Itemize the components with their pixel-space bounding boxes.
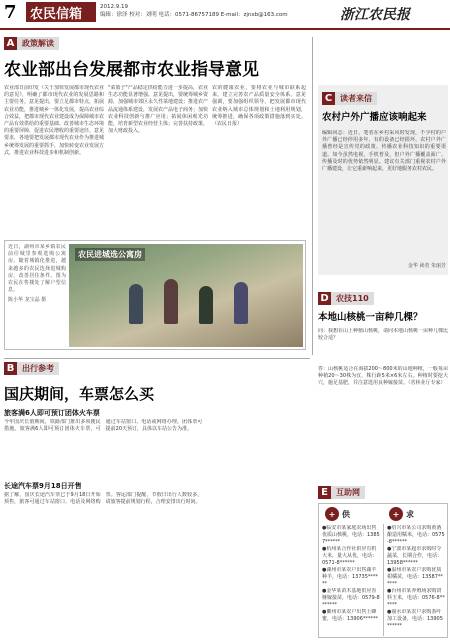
person-figure: [129, 284, 143, 324]
section-e-tag: [318, 486, 365, 499]
photo-block: [4, 240, 306, 350]
news-photo: [69, 244, 303, 347]
section-b-subhead-2: 长途汽车票9月18日开售: [4, 482, 82, 490]
section-b-subhead-1: 旅客满6人即可预订团体火车票: [4, 409, 100, 417]
section-label: 读者来信: [335, 92, 377, 105]
section-a-col3: 农的健康农业，要将农业与城市联系起来，建立完善农产品质量安全体系。意见强调，要加强组织领导，把发展都市现代农业纳入城市总体规划和土地利用规划，统筹推进，确保各项政策措施落到实处。（农民日报）: [212, 85, 306, 128]
section-letter: D: [318, 292, 331, 305]
section-b-body-2: 据了解，国庆长途汽车票已于9月18日开始预售，旅客可通过车站窗口、电话及网络购票。客运部门提醒，节假日出行人数较多，请旅客提前规划行程，合理安排出行时间。: [4, 492, 203, 506]
newspaper-logo: 浙江农民报: [340, 7, 410, 23]
supply-label: 供: [342, 509, 350, 519]
section-a-headline: 农业部出台发展都市农业指导意见: [4, 60, 259, 80]
section-c-tag: [322, 92, 377, 105]
page-number: 7: [4, 2, 17, 23]
person-figure: [164, 279, 178, 324]
section-c-headline: 农村户外广播应该响起来: [322, 112, 427, 123]
section-label: 政策解读: [17, 37, 59, 50]
section-letter: A: [4, 37, 17, 50]
list-item: ●衢州市某农户出售土蜂蜜，电话：13906******: [322, 609, 378, 622]
section-rule: [4, 358, 310, 359]
section-d-tag: [318, 292, 374, 305]
list-item: ●湖州市某农户出售湖羊种羊，电话：13735******: [322, 567, 378, 587]
header-date: 2012.9.19: [100, 4, 128, 10]
list-item: ●宁波市某超市求购时令蔬菜，长期合作，电话：13958******: [387, 546, 443, 566]
list-item: ●临安市某家庭农场出售优质山核桃，电话：13857******: [322, 525, 380, 545]
list-item: ●丽水市某农户求购茶叶加工设备，电话：13905******: [387, 609, 443, 629]
page-header: [0, 0, 450, 30]
section-letter: E: [318, 486, 331, 499]
section-b-body-1: 今年国庆长假期间，铁路部门推出多项便民措施。旅客满6人即可预订团体火车票，可通过车站窗口、电话或网络办理。团体票可提前20天预订，具体以车站公告为准。: [4, 419, 203, 433]
section-a-col1: 农业部日前印发《关于加快发展都市现代农业的意见》，明确了都市现代农业的发展思路和主要任务。意见提出，要立足都市特点，拓展农业功能，推进城乡一体化发展，提高农业综合效益，把都市现代农业建设成为保障城市农产品有效供给的重要基础、改善城市生态环境的重要屏障、促进农民增收的重要途径。意见要求，各地要把发展都市现代农业作为推进城乡统筹发展的重要抓手，加快转变农业发展方式，推进农业科技进步和机制创新。: [4, 85, 104, 156]
list-item: ●温州市某农户求购优质柑橘苗，电话：13587******: [387, 567, 443, 587]
list-item: ●绍兴市某公司求购黄酒酿造用糯米，电话：0575-8******: [387, 525, 445, 545]
person-figure: [234, 282, 248, 324]
header-rule: [0, 28, 450, 30]
list-item: ●台州市某养殖场求购饲料玉米，电话：0576-8******: [387, 588, 445, 608]
column-divider: [383, 524, 384, 636]
section-d-headline: 本地山核桃一亩种几棵？: [318, 312, 423, 323]
demand-list: [387, 525, 445, 630]
section-a-col2: "菜篮子"产品稳定供给能力进一步提高，农业生态功能显著增强。意见提出，要统筹城乡资源，加强城市郊区永久性菜地建设；推进农产品流通体系建设，发展农产品电子商务；加快农业科技创新与推广应用；拓展休闲观光功能，培育新型农业经营主体；完善扶持政策，加大财政投入。: [108, 85, 208, 135]
section-letter: C: [322, 92, 335, 105]
section-c-signature: 金华 读者 朱丽芳: [407, 263, 446, 269]
list-item: ●杭州某合作社供应有机大米，量大从优，电话：0571-8******: [322, 546, 378, 566]
photo-label: 农民进城选公寓房: [75, 248, 145, 261]
section-d-question: 问：我想在山上种植山核桃，请问本地山核桃一亩种几棵比较合适？: [318, 328, 448, 342]
section-title: 农民信箱: [30, 7, 83, 22]
section-b-headline: 国庆期间，车票怎么买: [4, 385, 155, 403]
section-label: 出行参考: [17, 362, 59, 375]
supply-heading: [325, 507, 350, 521]
section-b-tag: [4, 362, 59, 375]
photo-caption: 近日，湖州市某乡镇农民前往城里参观选购公寓房。随着城镇化推进，越来越多的农民选择进城购房，改善居住条件。图为农民在售楼处了解户型信息。 陈小华 龙宝晶 摄: [8, 244, 66, 304]
header-meta: [100, 3, 330, 19]
section-e-box: [318, 503, 448, 638]
list-item: ●金华某苗木基地供应香榧嫁接苗，电话：0579-8******: [322, 588, 380, 608]
photo-credit: 陈小华 龙宝晶 摄: [8, 297, 47, 304]
column-divider: [312, 37, 313, 355]
header-contact: 编辑：徐泽 校对：刘明 电话：0571-86757189 E-mail：zjnxb@163.com: [100, 12, 288, 18]
section-label: 互助网: [331, 486, 365, 499]
section-d-answer: 答：山核桃适合在海拔200～800米的山地种植，一般每亩种植20～30株为宜，株行距5米×6米左右。种植时要挖大穴，施足基肥，并注意选用良种嫁接苗。（省林业厅专家）: [318, 366, 448, 387]
section-label: 农技110: [331, 292, 374, 305]
plus-icon: +: [389, 507, 403, 521]
section-c-body: 编辑同志：近日，笔者在乡村采风时发现，不少村的户外广播已经停用多年，有的设备已经损坏。农村户外广播曾经是宣传党的政策、传播农业科技知识的重要渠道。如今虽然电视、手机普及，但户外广播覆盖面广、传播及时的优势依然明显。建议有关部门重视农村户外广播建设，让它重新响起来，更好地服务农村农民。: [322, 130, 446, 173]
section-a-tag: [4, 37, 59, 50]
section-d-source: （省林业厅专家）: [408, 380, 446, 387]
plus-icon: +: [325, 507, 339, 521]
person-figure: [199, 286, 213, 324]
demand-heading: [389, 507, 414, 521]
section-letter: B: [4, 362, 17, 375]
demand-label: 求: [406, 509, 414, 519]
supply-list: [322, 525, 380, 623]
